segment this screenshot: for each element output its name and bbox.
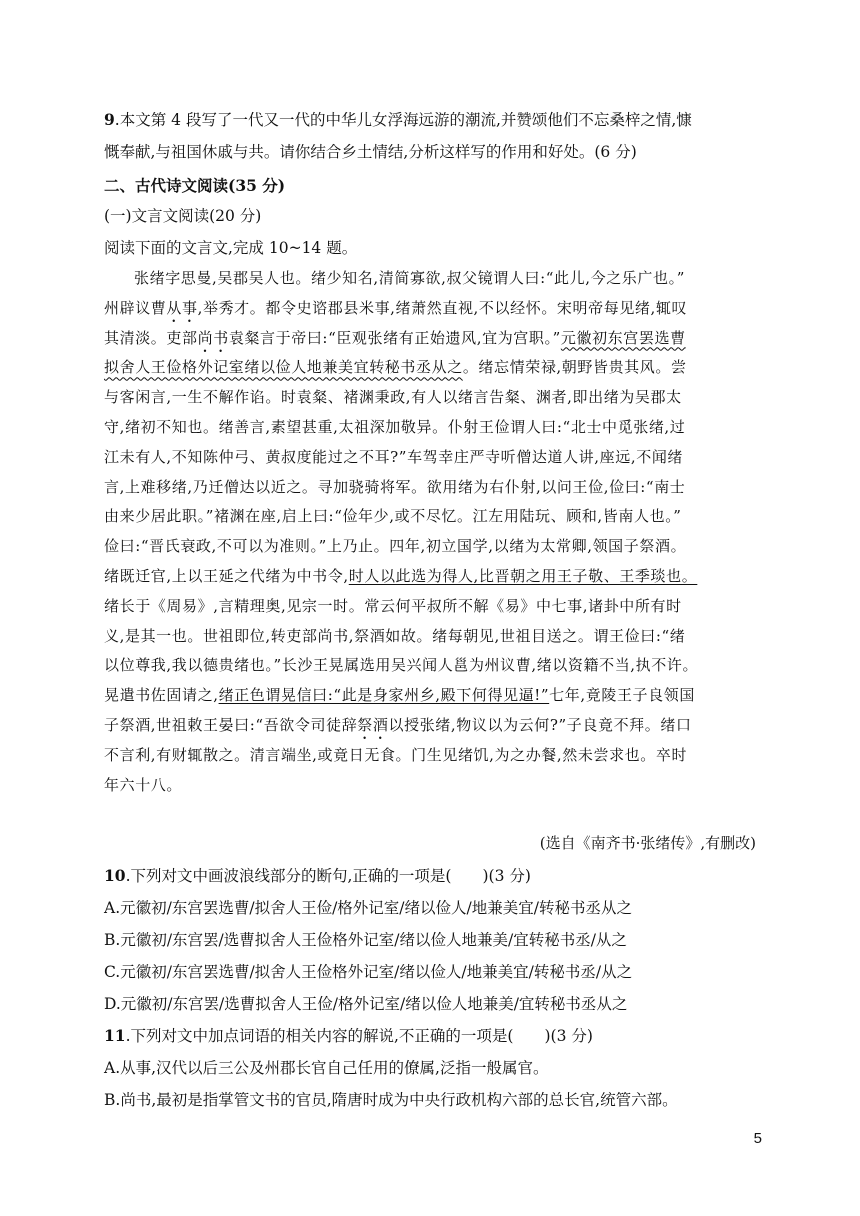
subsection-title: (一)文言文阅读(20 分) [104, 207, 262, 225]
passage-line: 子祭酒,世祖敕王晏曰:“吾欲令司徒辞祭酒以授张绪,物议以为云何?”子良竟不拜。绪口 [104, 715, 692, 734]
option-b: B.尚书,最初是指掌管文书的官员,隋唐时成为中央行政机构六部的总长官,统管六部。 [104, 1091, 678, 1109]
passage-line: 拟舍人王俭格外记室绪以俭人地兼美宜转秘书丞从之。绪忘情荣禄,朝野皆贵其风。尝 [104, 358, 687, 377]
underlined-text: 绪正色谓晃信曰:“此是身家州乡,殿下何得见逼!” [218, 686, 550, 705]
passage-line: 以位尊我,我以德贵绪也。”长沙王晃属选用吴兴闻人邕为州议曹,绪以资籍不当,执不许。 [104, 656, 699, 675]
wavy-underlined-text: 拟舍人王俭格外记室绪以俭人地兼美宜转秘书丞从之 [104, 358, 463, 377]
option-c: C.元徽初/东宫罢选曹/拟舍人王俭格外记室/绪以俭人/地兼美宜/转秘书丞/从之 [104, 963, 633, 981]
option-b: B.元徽初/东宫罢/选曹拟舍人王俭格外记室/绪以俭人地兼美/宜转秘书丞/从之 [104, 931, 627, 949]
question-number: 11 [104, 1026, 126, 1045]
instruction: 阅读下面的文言文,完成 10~14 题。 [104, 239, 358, 257]
dotted-word: 从事 [166, 298, 198, 317]
question-9-line-2: 慨奉献,与祖国休戚与共。请你结合乡土情结,分析这样写的作用和好处。(6 分) [104, 143, 637, 161]
passage-line: 张绪字思曼,吴郡吴人也。绪少知名,清简寡欲,叔父镜谓人曰:“此儿,今之乐广也。” [134, 269, 685, 287]
question-number: 9 [104, 110, 115, 129]
passage-line: 绪既迁官,上以王延之代绪为中书令,时人以此选为得人,比晋朝之用王子敬、王季琰也。 [104, 566, 698, 585]
passage [104, 264, 764, 800]
page-number: 5 [753, 1130, 762, 1147]
passage-line: 年六十八。 [104, 775, 183, 794]
passage-line: 绪长于《周易》,言精理奥,见宗一时。常云何平叔所不解《易》中七事,诸卦中所有时 [104, 596, 682, 615]
passage-source: (选自《南齐书·张绪传》,有删改) [539, 834, 756, 852]
wavy-underlined-text: 元徽初东宫罢选曹 [560, 328, 686, 347]
passage-line: 俭曰:“晋氏衰政,不可以为准则。”上乃止。四年,初立国学,以绪为太常卿,领国子祭酒。 [104, 537, 687, 556]
dotted-word: 祭酒 [357, 715, 389, 734]
passage-line: 不言利,有财辄散之。清言端坐,或竟日无食。门生见绪饥,为之办餐,然未尝求也。卒时 [104, 745, 688, 764]
passage-line: 与客闲言,一生不解作谄。时袁粲、褚渊秉政,有人以绪言告粲、渊者,即出绪为吴郡太 [104, 388, 682, 407]
question-11-stem [104, 1026, 593, 1046]
passage-line: 由来少居此职。”褚渊在座,启上曰:“俭年少,或不尽忆。江左用陆玩、顾和,皆南人也。” [104, 507, 682, 526]
option-d: D.元徽初/东宫罢/选曹拟舍人王俭/格外记室/绪以俭人地兼美/宜转秘书丞从之 [104, 995, 628, 1013]
passage-line: 义,是其一也。世祖即位,转吏部尚书,祭酒如故。绪每朝见,世祖目送之。谓王俭曰:“绪 [104, 626, 686, 645]
passage-line: 言,上难移绪,乃迁僧达以近之。寻加骁骑将军。欲用绪为右仆射,以问王俭,俭曰:“南士 [104, 477, 686, 496]
section-title: 二、古代诗文阅读(35 分) [104, 176, 286, 195]
passage-line: 其清淡。吏部尚书袁粲言于帝曰:“臣观张绪有正始遗风,宜为宫职。”元徽初东宫罢选曹 [104, 328, 686, 347]
option-a: A.元徽初/东宫罢选曹/拟舍人王俭/格外记室/绪以俭人/地兼美宜/转秘书丞从之 [104, 899, 632, 917]
question-10-stem [104, 866, 531, 886]
passage-line: 江未有人,不知陈仲弓、黄叔度能过之不耳?”车驾幸庄严寺听僧达道人讲,座远,不闻绪 [104, 447, 684, 466]
question-text: .下列对文中画波浪线部分的断句,正确的一项是( )(3 分) [125, 867, 531, 885]
passage-line: 守,绪初不知也。绪善言,素望甚重,太祖深加敬异。仆射王俭谓人曰:“北士中觅张绪,过 [104, 417, 686, 436]
passage-line: 州辟议曹从事,举秀才。都令史谘郡县米事,绪萧然直视,不以经怀。宋明帝每见绪,辄叹 [104, 298, 688, 317]
question-number: 10 [104, 866, 126, 885]
passage-line: 晃遣书佐固请之,绪正色谓晃信曰:“此是身家州乡,殿下何得见逼!”七年,竟陵王子良领国 [104, 686, 695, 705]
question-9-line-1 [104, 110, 692, 130]
dotted-word: 尚书 [197, 328, 229, 347]
question-text: .下列对文中加点词语的相关内容的解说,不正确的一项是( )(3 分) [125, 1027, 593, 1045]
option-a: A.从事,汉代以后三公及州郡长官自己任用的僚属,泛指一般属官。 [104, 1059, 549, 1077]
underlined-text: 时人以此选为得人,比晋朝之用王子敬、王季琰也。 [348, 566, 698, 585]
question-text: .本文第 4 段写了一代又一代的中华儿女浮海远游的潮流,并赞颂他们不忘桑梓之情,慷 [114, 111, 692, 129]
